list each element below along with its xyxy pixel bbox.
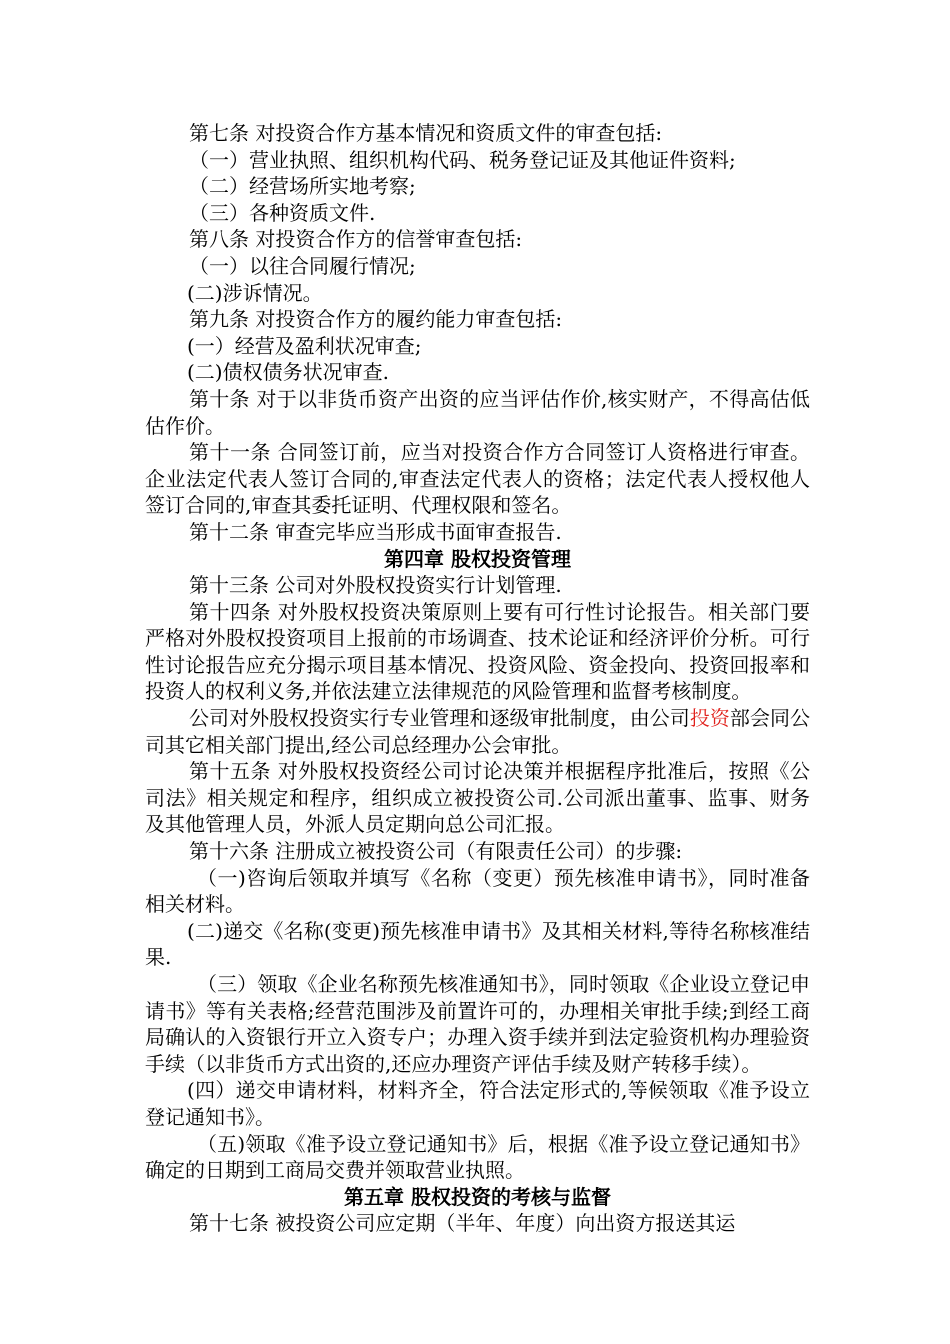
article-14-approval (145, 705, 810, 758)
article-16: 第十六条 注册成立被投资公司（有限责任公司）的步骤: (189, 839, 683, 864)
article-16-step-3: （三）领取《企业名称预先核准通知书》，同时领取《企业设立登记申请书》等有关表格;经营范围涉及前置许可的，办理相关审批手续;到经工商局确认的入资银行开立入资专户；办理入资手续并到法定验资机构办理验资手续（以非货币方式出资的,还应办理资产评估手续及财产转移手续）。 (145, 972, 810, 1076)
article-7: 第七条 对投资合作方基本情况和资质文件的审查包括: (189, 121, 663, 145)
article-13: 第十三条 公司对外股权投资实行计划管理. (189, 573, 562, 598)
article-7-item-3: （三）各种资质文件. (189, 200, 376, 225)
article-15: 第十五条 对外股权投资经公司讨论决策并根据程序批准后，按照《公司法》相关规定和程序，组织成立被投资公司.公司派出董事、监事、财务及其他管理人员，外派人员定期向总公司汇报。 (145, 759, 810, 837)
article-16-step-2: (二)递交《名称(变更)预先核准申请书》及其相关材料,等待名称核准结果. (145, 918, 810, 970)
article-11: 第十一条 合同签订前，应当对投资合作方合同签订人资格进行审查。企业法定代表人签订合同的,审查法定代表人的资格；法定代表人授权他人签订合同的,审查其委托证明、代理权限和签名。 (145, 440, 810, 518)
article-16-step-1: （一)咨询后领取并填写《名称（变更）预先核准申请书》，同时准备相关材料。 (145, 865, 810, 917)
highlighted-term: 投资 (689, 706, 730, 731)
chapter-5-heading: 第五章 股权投资的考核与监督 (344, 1184, 611, 1209)
article-7-item-2: （二）经营场所实地考察; (189, 174, 416, 199)
article-16-step-4: (四）递交申请材料，材料齐全，符合法定形式的,等候领取《准予设立登记通知书》。 (145, 1078, 810, 1129)
document-body (145, 120, 810, 1237)
article-17: 第十七条 被投资公司应定期（半年、年度）向出资方报送其运 (189, 1211, 736, 1236)
article-12: 第十二条 审查完毕应当形成书面审查报告. (189, 519, 562, 544)
article-7-item-1: （一）营业执照、组织机构代码、税务登记证及其他证件资料; (189, 147, 736, 172)
article-9: 第九条 对投资合作方的履约能力审查包括: (189, 307, 563, 332)
article-8: 第八条 对投资合作方的信誉审查包括: (189, 227, 523, 252)
article-16-step-5: （五)领取《准予设立登记通知书》后，根据《准予设立登记通知书》确定的日期到工商局交费并领取营业执照。 (145, 1131, 810, 1183)
article-9-item-2: (二)债权债务状况审查. (187, 360, 389, 385)
approval-text-end: 部会同公司其它相关部门提出,经公司总经理办公会审批。 (145, 706, 811, 757)
chapter-4-heading: 第四章 股权投资管理 (384, 546, 571, 571)
article-10: 第十条 对于以非货币资产出资的应当评估作价,核实财产，不得高估低估作价。 (145, 386, 810, 438)
article-8-item-2: (二)涉诉情况。 (187, 280, 323, 305)
article-14: 第十四条 对外股权投资决策原则上要有可行性讨论报告。相关部门要严格对外股权投资项目上报前的市场调查、技术论证和经济评价分析。可行性讨论报告应充分揭示项目基本情况、投资风险、资金投向、投资回报率和投资人的权利义务,并依法建立法律规范的风险管理和监督考核制度。 (145, 599, 810, 704)
article-9-item-1: (一）经营及盈利状况审查; (187, 333, 422, 358)
approval-text-start: 公司对外股权投资实行专业管理和逐级审批制度，由公司 (189, 706, 690, 731)
article-8-item-1: （一）以往合同履行情况; (189, 253, 416, 278)
